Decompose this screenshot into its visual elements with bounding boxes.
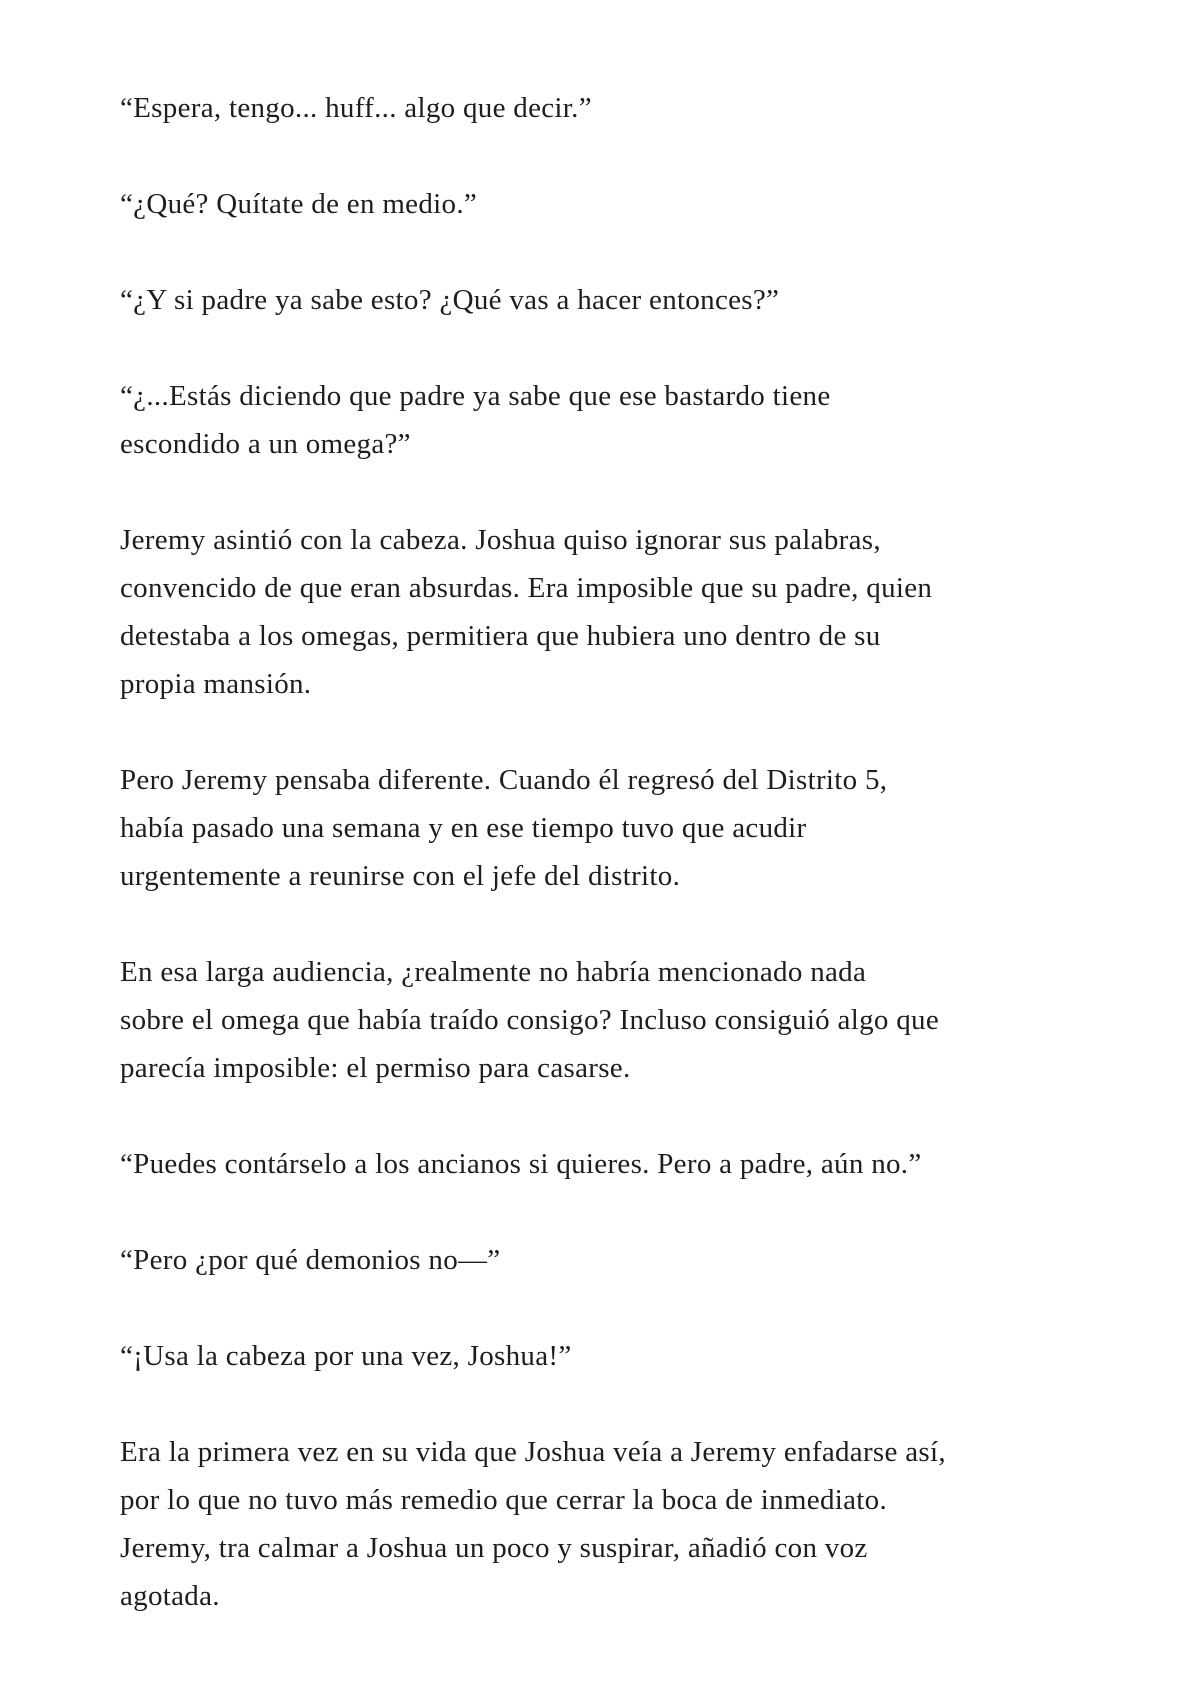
paragraph bbox=[120, 84, 1100, 132]
text-line: Jeremy, tra calmar a Joshua un poco y suspirar, añadió con voz bbox=[120, 1532, 868, 1564]
paragraph bbox=[120, 372, 1100, 468]
text-line: “¡Usa la cabeza por una vez, Joshua!” bbox=[120, 1340, 572, 1372]
paragraph bbox=[120, 276, 1100, 324]
text-line: “Pero ¿por qué demonios no—” bbox=[120, 1244, 501, 1276]
document-page bbox=[120, 84, 1100, 1668]
paragraph bbox=[120, 1332, 1100, 1380]
text-line: “Puedes contárselo a los ancianos si quieres. Pero a padre, aún no.” bbox=[120, 1148, 922, 1180]
text-line: Pero Jeremy pensaba diferente. Cuando él regresó del Distrito 5, bbox=[120, 764, 888, 796]
paragraph bbox=[120, 756, 1100, 900]
text-line: Jeremy asintió con la cabeza. Joshua quiso ignorar sus palabras, bbox=[120, 524, 881, 556]
text-line: sobre el omega que había traído consigo? Incluso consiguió algo que bbox=[120, 1004, 939, 1036]
text-line: había pasado una semana y en ese tiempo tuvo que acudir bbox=[120, 812, 807, 844]
text-line: parecía imposible: el permiso para casarse. bbox=[120, 1052, 631, 1084]
paragraph bbox=[120, 1236, 1100, 1284]
text-line: por lo que no tuvo más remedio que cerrar la boca de inmediato. bbox=[120, 1484, 887, 1516]
paragraph bbox=[120, 1428, 1100, 1620]
text-line: “Espera, tengo... huff... algo que decir.” bbox=[120, 92, 592, 124]
paragraph bbox=[120, 948, 1100, 1092]
text-line: Era la primera vez en su vida que Joshua veía a Jeremy enfadarse así, bbox=[120, 1436, 946, 1468]
text-line: propia mansión. bbox=[120, 668, 312, 700]
text-line: “¿...Estás diciendo que padre ya sabe que ese bastardo tiene bbox=[120, 380, 831, 412]
text-line: “¿Qué? Quítate de en medio.” bbox=[120, 188, 478, 220]
text-line: convencido de que eran absurdas. Era imposible que su padre, quien bbox=[120, 572, 933, 604]
text-line: urgentemente a reunirse con el jefe del distrito. bbox=[120, 860, 681, 892]
text-line: En esa larga audiencia, ¿realmente no habría mencionado nada bbox=[120, 956, 867, 988]
paragraph bbox=[120, 180, 1100, 228]
paragraph bbox=[120, 516, 1100, 708]
text-line: agotada. bbox=[120, 1580, 220, 1612]
text-line: “¿Y si padre ya sabe esto? ¿Qué vas a hacer entonces?” bbox=[120, 284, 780, 316]
paragraph bbox=[120, 1140, 1100, 1188]
text-line: detestaba a los omegas, permitiera que hubiera uno dentro de su bbox=[120, 620, 881, 652]
text-line: escondido a un omega?” bbox=[120, 428, 411, 460]
